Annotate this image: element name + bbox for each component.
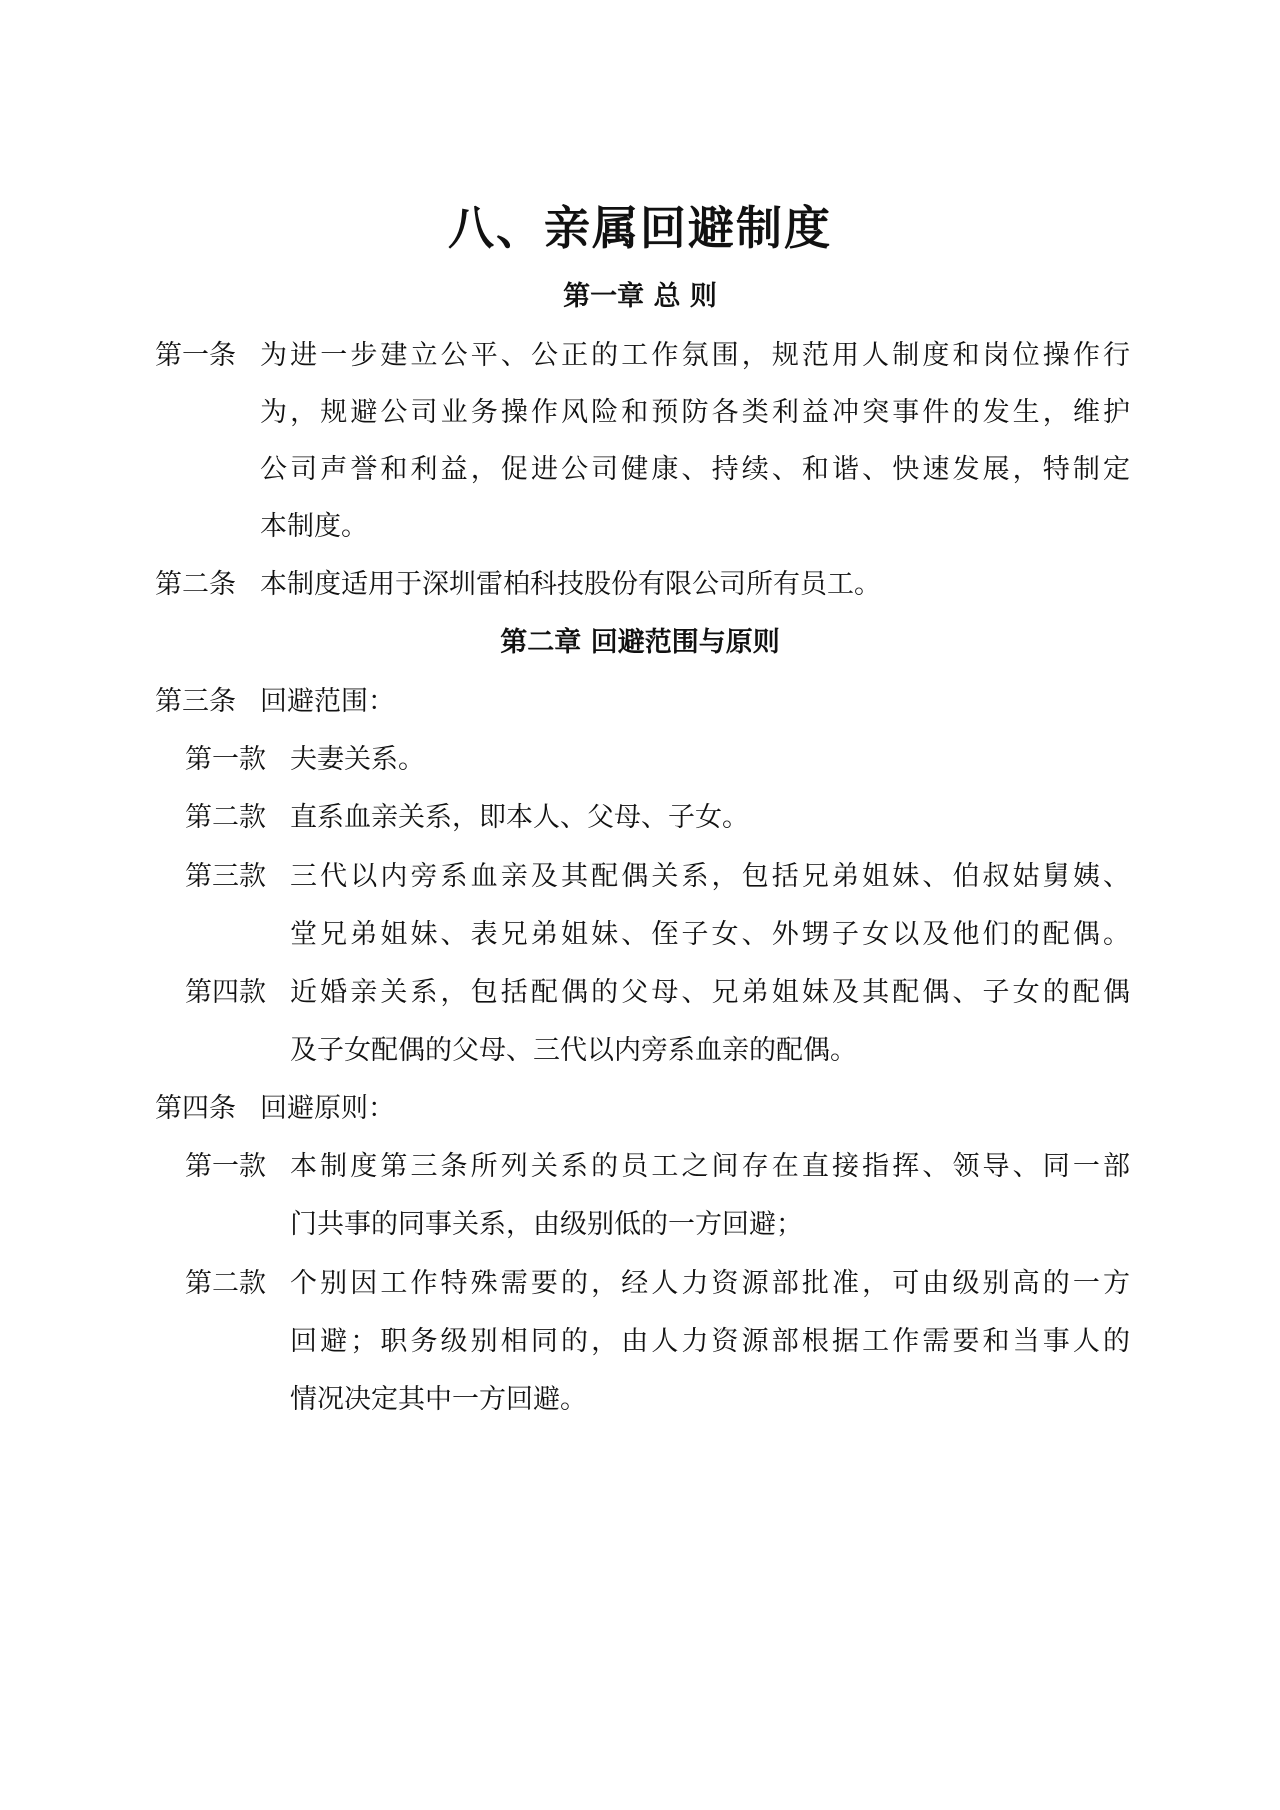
clause-text-3-4-line-1: 近婚亲关系，包括配偶的父母、兄弟姐妹及其配偶、子女的配偶 (290, 977, 1130, 1008)
clause-label-3-4: 第四款 (185, 977, 266, 1008)
clause-text-4-2-line-2: 回避；职务级别相同的，由人力资源部根据工作需要和当事人的 (290, 1326, 1130, 1357)
clause-text-3-4-line-2: 及子女配偶的父母、三代以内旁系血亲的配偶。 (290, 1035, 857, 1066)
chapter-heading-2: 第二章 回避范围与原则 (500, 627, 780, 658)
article-label-4: 第四条 (155, 1093, 236, 1124)
article-text-2-line-1: 本制度适用于深圳雷柏科技股份有限公司所有员工。 (260, 569, 881, 600)
clause-label-3-1: 第一款 (185, 744, 266, 775)
clause-label-3-2: 第二款 (185, 802, 266, 833)
article-text-3-line-1: 回避范围： (260, 686, 395, 717)
article-label-2: 第二条 (155, 569, 236, 600)
clause-text-3-2-line-1: 直系血亲关系，即本人、父母、子女。 (290, 802, 749, 833)
clause-text-4-2-line-1: 个别因工作特殊需要的，经人力资源部批准，可由级别高的一方 (290, 1268, 1130, 1299)
article-text-1-line-4: 本制度。 (260, 511, 368, 542)
clause-text-3-3-line-1: 三代以内旁系血亲及其配偶关系，包括兄弟姐妹、伯叔姑舅姨、 (290, 861, 1130, 892)
article-text-1-line-3: 公司声誉和利益，促进公司健康、持续、和谐、快速发展，特制定 (260, 454, 1130, 485)
clause-label-4-2: 第二款 (185, 1268, 266, 1299)
clause-text-4-1-line-2: 门共事的同事关系，由级别低的一方回避； (290, 1209, 803, 1240)
clause-label-3-3: 第三款 (185, 861, 266, 892)
clause-label-4-1: 第一款 (185, 1151, 266, 1182)
clause-text-4-2-line-3: 情况决定其中一方回避。 (290, 1384, 587, 1415)
article-label-3: 第三条 (155, 686, 236, 717)
clause-text-3-3-line-2: 堂兄弟姐妹、表兄弟姐妹、侄子女、外甥子女以及他们的配偶。 (290, 919, 1130, 950)
article-text-1-line-1: 为进一步建立公平、公正的工作氛围，规范用人制度和岗位操作行 (260, 340, 1130, 371)
document-title: 八、亲属回避制度 (448, 201, 832, 255)
chapter-heading-1: 第一章 总 则 (563, 281, 717, 312)
article-text-1-line-2: 为，规避公司业务操作风险和预防各类利益冲突事件的发生，维护 (260, 397, 1130, 428)
article-text-4-line-1: 回避原则： (260, 1093, 395, 1124)
clause-text-4-1-line-1: 本制度第三条所列关系的员工之间存在直接指挥、领导、同一部 (290, 1151, 1130, 1182)
article-label-1: 第一条 (155, 340, 236, 371)
clause-text-3-1-line-1: 夫妻关系。 (290, 744, 425, 775)
